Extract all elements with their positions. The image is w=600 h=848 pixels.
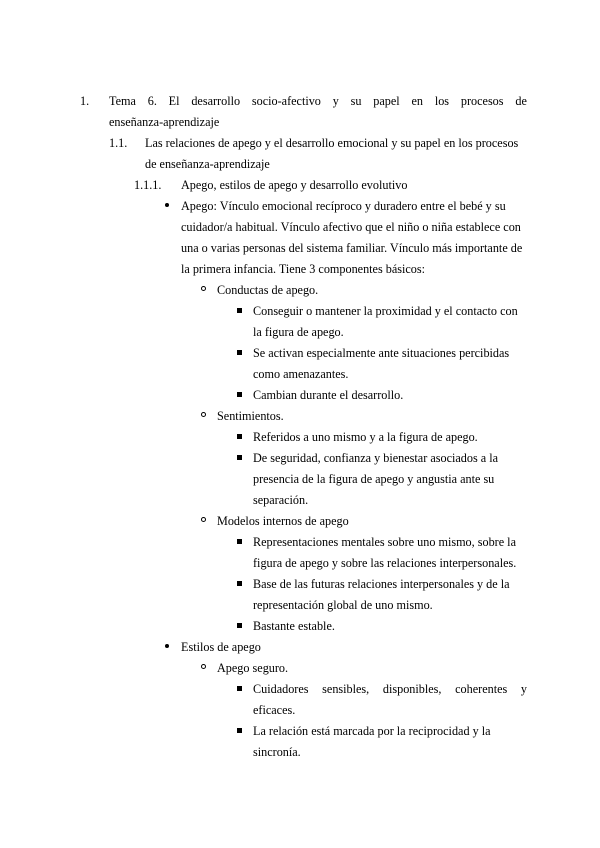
heading-word: desarrollo [191, 94, 241, 108]
s2-line2: presencia de la figura de apego y angustia ante su [253, 472, 495, 486]
apego-line1 [181, 196, 527, 217]
circle-bullet-icon [201, 286, 206, 291]
apego-seguro-text: Apego seguro. [217, 661, 289, 675]
square-bullet-icon [237, 434, 242, 439]
as1-line2: eficaces. [253, 703, 296, 717]
list-item-apego-seguro [217, 658, 288, 679]
heading-word: de [515, 94, 527, 108]
heading-tema-6 [109, 91, 527, 133]
square-bullet-icon [237, 308, 242, 313]
s2-line1: De seguridad, confianza y bienestar asociados a la [253, 451, 498, 465]
heading-word: en [411, 94, 424, 108]
apego-line4: la primera infancia. Tiene 3 componentes básicos: [181, 262, 426, 276]
list-number-1-1: 1.1. [109, 136, 128, 150]
as1-word: disponibles, [382, 682, 442, 696]
list-item-apego [181, 196, 527, 280]
as2-line1: La relación está marcada por la reciprocidad y la [253, 724, 491, 738]
apego-line3: una o varias personas del sistema familiar. Vínculo más importante de [181, 241, 523, 255]
heading-word: procesos [460, 94, 504, 108]
heading-word: su [350, 94, 362, 108]
circle-bullet-icon [201, 412, 206, 417]
heading-word: papel [373, 94, 400, 108]
apego-line2: cuidador/a habitual. Vínculo afectivo que el niño o niña establece con [181, 220, 521, 234]
c1-line2: la figura de apego. [253, 325, 344, 339]
modelos-text: Modelos internos de apego [217, 514, 349, 528]
m2-line2: representación global de uno mismo. [253, 598, 433, 612]
estilos-text: Estilos de apego [181, 640, 261, 654]
s1-text: Referidos a uno mismo y a la figura de apego. [253, 430, 478, 444]
m3-text: Bastante estable. [253, 619, 335, 633]
heading-1-1 [145, 133, 527, 175]
apego-line1-text: Apego: Vínculo emocional recíproco y duradero entre el bebé y su [181, 199, 506, 213]
heading-1-1-line2: de enseñanza-aprendizaje [145, 157, 270, 171]
list-number-1: 1. [80, 94, 90, 108]
m1-line1: Representaciones mentales sobre uno mismo, sobre la [253, 535, 516, 549]
heading-word: 6. [147, 94, 157, 108]
c1-line1: Conseguir o mantener la proximidad y el contacto con [253, 304, 518, 318]
as2-line2: sincronía. [253, 745, 301, 759]
m2-line1: Base de las futuras relaciones interpersonales y de la [253, 577, 510, 591]
list-item-s1 [253, 427, 527, 448]
heading-1-1-1-text: Apego, estilos de apego y desarrollo evolutivo [181, 178, 408, 192]
conductas-text: Conductas de apego. [217, 283, 319, 297]
circle-bullet-icon [201, 517, 206, 522]
m1-line2: figura de apego y sobre las relaciones interpersonales. [253, 556, 517, 570]
as1-word: sensibles, [322, 682, 370, 696]
square-bullet-icon [237, 539, 242, 544]
square-bullet-icon [237, 686, 242, 691]
list-number-1-1-1: 1.1.1. [134, 178, 162, 192]
square-bullet-icon [237, 455, 242, 460]
heading-word: Tema [109, 94, 136, 108]
heading-word: y [332, 94, 339, 108]
square-bullet-icon [237, 350, 242, 355]
s2-line3: separación. [253, 493, 309, 507]
as1-word: Cuidadores [253, 682, 309, 696]
heading-1-1-line1: Las relaciones de apego y el desarrollo emocional y su papel en los procesos [145, 136, 519, 150]
square-bullet-icon [237, 623, 242, 628]
square-bullet-icon [237, 392, 242, 397]
square-bullet-icon [237, 581, 242, 586]
heading-tema-6-line1 [109, 91, 527, 112]
heading-word: los [434, 94, 450, 108]
heading-word: socio-afectivo [251, 94, 321, 108]
as1-line1 [253, 679, 527, 700]
list-item-modelos [217, 511, 349, 532]
list-item-estilos [181, 637, 261, 658]
list-item-conductas [217, 280, 318, 301]
c2-line2: como amenazantes. [253, 367, 349, 381]
heading-word: El [168, 94, 180, 108]
list-item-m1 [253, 532, 527, 574]
list-item-m2 [253, 574, 527, 616]
list-item-sentimientos [217, 406, 284, 427]
c2-line1: Se activan especialmente ante situaciones percibidas [253, 346, 510, 360]
list-item-c2 [253, 343, 527, 385]
list-item-c1 [253, 301, 527, 343]
c3-text: Cambian durante el desarrollo. [253, 388, 404, 402]
disc-bullet-icon [165, 203, 169, 207]
list-item-c3 [253, 385, 527, 406]
list-item-s2 [253, 448, 527, 511]
disc-bullet-icon [165, 644, 169, 648]
heading-1-1-1 [181, 175, 527, 196]
circle-bullet-icon [201, 664, 206, 669]
sentimientos-text: Sentimientos. [217, 409, 284, 423]
list-item-m3 [253, 616, 527, 637]
heading-tema-6-line2: enseñanza-aprendizaje [109, 115, 220, 129]
as1-word: y [520, 682, 527, 696]
list-item-as1 [253, 679, 527, 721]
as1-word: coherentes [455, 682, 508, 696]
square-bullet-icon [237, 728, 242, 733]
list-item-as2 [253, 721, 527, 763]
